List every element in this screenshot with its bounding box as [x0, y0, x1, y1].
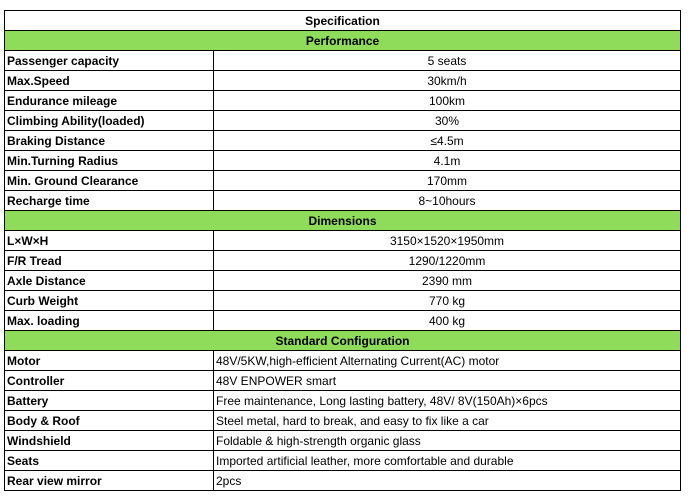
table-row	[5, 371, 681, 391]
row-label: Axle Distance	[5, 271, 214, 291]
row-label: Max. loading	[5, 311, 214, 331]
row-label: Max.Speed	[5, 71, 214, 91]
table-row	[5, 171, 681, 191]
table-row	[5, 431, 681, 451]
row-label: Min.Turning Radius	[5, 151, 214, 171]
row-value: 5 seats	[214, 51, 681, 71]
row-label: Climbing Ability(loaded)	[5, 111, 214, 131]
row-label: Motor	[5, 351, 214, 371]
row-value: 2pcs	[214, 471, 681, 491]
table-row	[5, 71, 681, 91]
row-value: 3150×1520×1950mm	[214, 231, 681, 251]
table-row	[5, 131, 681, 151]
row-value: Foldable & high-strength organic glass	[214, 431, 681, 451]
row-value: 770 kg	[214, 291, 681, 311]
row-value: Imported artificial leather, more comfortable and durable	[214, 451, 681, 471]
section-header-dimensions	[5, 211, 681, 231]
table-row	[5, 111, 681, 131]
table-row	[5, 231, 681, 251]
section-header-performance	[5, 31, 681, 51]
table-row	[5, 451, 681, 471]
table-row	[5, 291, 681, 311]
specification-table	[4, 10, 681, 491]
row-label: Rear view mirror	[5, 471, 214, 491]
table-row	[5, 251, 681, 271]
row-label: Passenger capacity	[5, 51, 214, 71]
section-title: Standard Configuration	[5, 331, 681, 351]
row-label: Braking Distance	[5, 131, 214, 151]
row-value: 1290/1220mm	[214, 251, 681, 271]
row-label: Seats	[5, 451, 214, 471]
row-value: 30km/h	[214, 71, 681, 91]
row-value: Free maintenance, Long lasting battery, 48V/ 8V(150Ah)×6pcs	[214, 391, 681, 411]
row-value: 2390 mm	[214, 271, 681, 291]
row-label: Endurance mileage	[5, 91, 214, 111]
row-value: 30%	[214, 111, 681, 131]
row-label: Battery	[5, 391, 214, 411]
row-value: 400 kg	[214, 311, 681, 331]
row-label: L×W×H	[5, 231, 214, 251]
section-header-standard-configuration	[5, 331, 681, 351]
row-value: 100km	[214, 91, 681, 111]
table-row	[5, 271, 681, 291]
row-label: F/R Tread	[5, 251, 214, 271]
table-row	[5, 351, 681, 371]
row-value: Steel metal, hard to break, and easy to fix like a car	[214, 411, 681, 431]
section-title: Dimensions	[5, 211, 681, 231]
table-row	[5, 151, 681, 171]
table-row	[5, 91, 681, 111]
row-label: Min. Ground Clearance	[5, 171, 214, 191]
row-label: Windshield	[5, 431, 214, 451]
row-value: 170mm	[214, 171, 681, 191]
table-row	[5, 411, 681, 431]
title-row	[5, 11, 681, 31]
table-title: Specification	[5, 11, 681, 31]
table-row	[5, 51, 681, 71]
table-row	[5, 471, 681, 491]
table-row	[5, 191, 681, 211]
table-row	[5, 311, 681, 331]
section-title: Performance	[5, 31, 681, 51]
row-label: Body & Roof	[5, 411, 214, 431]
row-value: ≤4.5m	[214, 131, 681, 151]
row-label: Controller	[5, 371, 214, 391]
row-value: 4.1m	[214, 151, 681, 171]
row-value: 48V/5KW,high-efficient Alternating Current(AC) motor	[214, 351, 681, 371]
row-label: Recharge time	[5, 191, 214, 211]
row-value: 8~10hours	[214, 191, 681, 211]
row-label: Curb Weight	[5, 291, 214, 311]
row-value: 48V ENPOWER smart	[214, 371, 681, 391]
table-row	[5, 391, 681, 411]
